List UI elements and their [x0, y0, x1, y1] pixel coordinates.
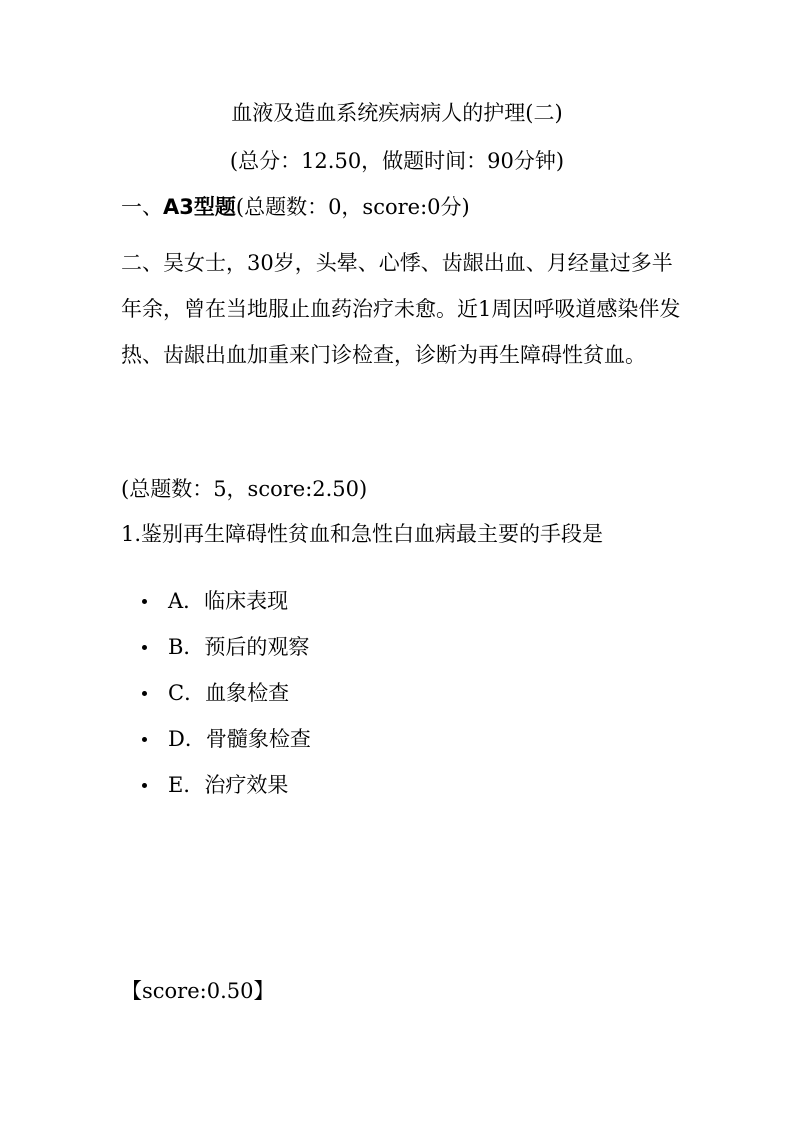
option-d-label: D．骨髓象检查: [168, 727, 311, 751]
section-a3-prefix: 一、: [121, 195, 163, 219]
section-a3-label: A3型题: [163, 195, 236, 219]
question-text: 1.鉴别再生障碍性贫血和急性白血病最主要的手段是: [121, 522, 604, 546]
bullet-icon: [142, 645, 147, 650]
section-a3-heading: [121, 192, 470, 222]
option-c-label: C．血象检查: [168, 681, 290, 705]
answer-options: [142, 586, 311, 816]
bullet-icon: [142, 599, 147, 604]
case-description: 二、吴女士，30岁，头晕、心悸、齿龈出血、月经量过多半年余，曾在当地服止血药治疗未愈。近1周因呼吸道感染伴发热、齿龈出血加重来门诊检查，诊断为再生障碍性贫血。: [121, 251, 681, 367]
option-e-label: E．治疗效果: [168, 773, 289, 797]
bullet-icon: [142, 691, 147, 696]
option-a[interactable]: [142, 586, 311, 632]
question-group-meta: (总题数：5，score:2.50): [121, 477, 368, 501]
option-c[interactable]: [142, 678, 311, 724]
option-b-label: B．预后的观察: [168, 635, 310, 659]
option-b[interactable]: [142, 632, 311, 678]
page-subtitle: (总分：12.50，做题时间：90分钟): [229, 149, 565, 173]
option-a-label: A．临床表现: [168, 589, 289, 613]
page-title: 血液及造血系统疾病病人的护理(二): [231, 101, 563, 125]
option-e[interactable]: [142, 770, 311, 816]
bullet-icon: [142, 783, 147, 788]
section-a3-info: (总题数：0，score:0分): [235, 195, 470, 219]
question-score: 【score:0.50】: [121, 979, 275, 1003]
bullet-icon: [142, 737, 147, 742]
option-d[interactable]: [142, 724, 311, 770]
